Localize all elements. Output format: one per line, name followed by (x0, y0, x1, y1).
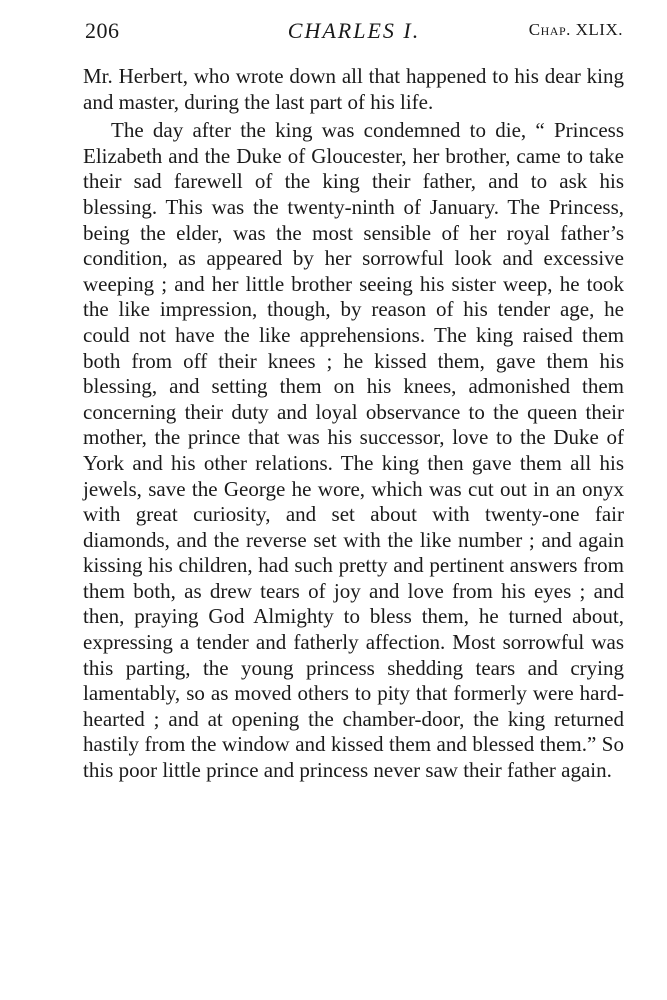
paragraph-farewell: The day after the king was condemned to die, “ Princess Elizabeth and the Duke of Gloucester, her brother, came to take their sad farewell of the king their father, and to ask his blessing. This was the twenty-ninth of January. The Princess, being the elder, was the most sensible of her royal father’s condition, as appeared by her sorrowful look and excessive weeping ; and her little brother seeing his sister weep, he took the like impression, though, by reason of his tender age, he could not have the like apprehensions. The king raised them both from off their knees ; he kissed them, gave them his blessing, and setting them on his knees, admonished them concerning their duty and loyal observance to the queen their mother, the prince that was his successor, love to the Duke of York and his other relations. The king then gave them all his jewels, save the George he wore, which was cut out in an onyx with great curiosity, and set about with twenty-one fair diamonds, and the reverse set with the like number ; and again kissing his children, had such pretty and pertinent answers from them both, as drew tears of joy and love from his eyes ; and then, praying God Almighty to bless them, he turned about, expressing a tender and fatherly affection. Most sorrowful was this parting, the young princess shedding tears and crying lamentably, so as moved others to pity that formerly were hard-hearted ; and at opening the chamber-door, the king returned hastily from the window and kissed them and blessed them.” So this poor little prince and princess never saw their father again. (83, 118, 624, 783)
running-title: CHARLES I. (287, 18, 421, 43)
chapter-label: Chap. XLIX. (528, 20, 623, 39)
page-number: 206 (85, 18, 120, 43)
running-head (85, 18, 623, 48)
paragraph-continuation: Mr. Herbert, who wrote down all that happened to his dear king and master, during the last part of his life. (83, 64, 624, 114)
body-text (83, 64, 624, 784)
